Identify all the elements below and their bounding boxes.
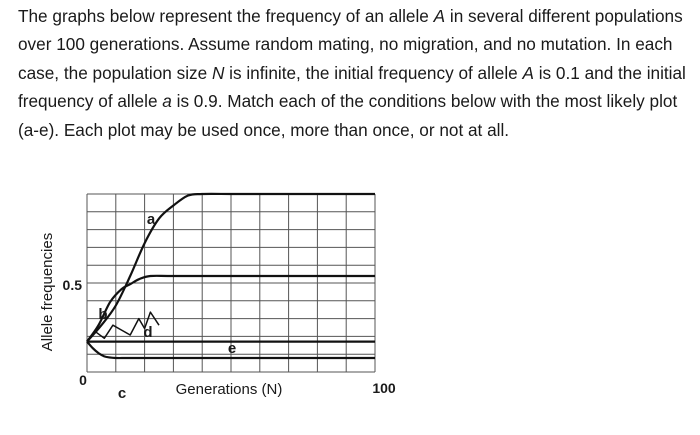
x-axis-label: Generations (N): [175, 381, 283, 398]
question-part-5: is 0.9. Match each of the conditions below with the most likely plot (a-e). Each plot may be used once, more than once, or not at all.: [18, 91, 678, 140]
question-part-1: The graphs below represent the frequency of an allele: [18, 6, 434, 26]
curve-label-e: e: [227, 340, 237, 357]
curve-label-d: d: [143, 324, 153, 341]
population-N-italic: N: [211, 62, 225, 83]
question-part-4: is 0.1 and the initial frequency of allele: [18, 62, 686, 112]
allele-A-italic-2: A: [522, 62, 534, 83]
question-part-3: is infinite, the initial frequency of allele: [224, 62, 523, 83]
curve-label-c: c: [117, 385, 127, 402]
curve-labels: [98, 211, 236, 402]
y-tick-label-0.5: 0.5: [62, 277, 82, 293]
y-axis-label: Allele frequencies: [39, 232, 56, 352]
allele-A-italic: A: [433, 6, 446, 26]
x-tick-label-0: 0: [79, 372, 87, 388]
question-part-2: in several different populations over 100 generations. Assume random mating, no migration, and no mutation. In each case, the population size: [18, 6, 683, 83]
curve-label-b: b: [98, 306, 108, 323]
x-tick-label-100: 100: [372, 380, 396, 396]
curve-label-a: a: [146, 211, 156, 228]
allele-a-italic: a: [162, 91, 172, 112]
